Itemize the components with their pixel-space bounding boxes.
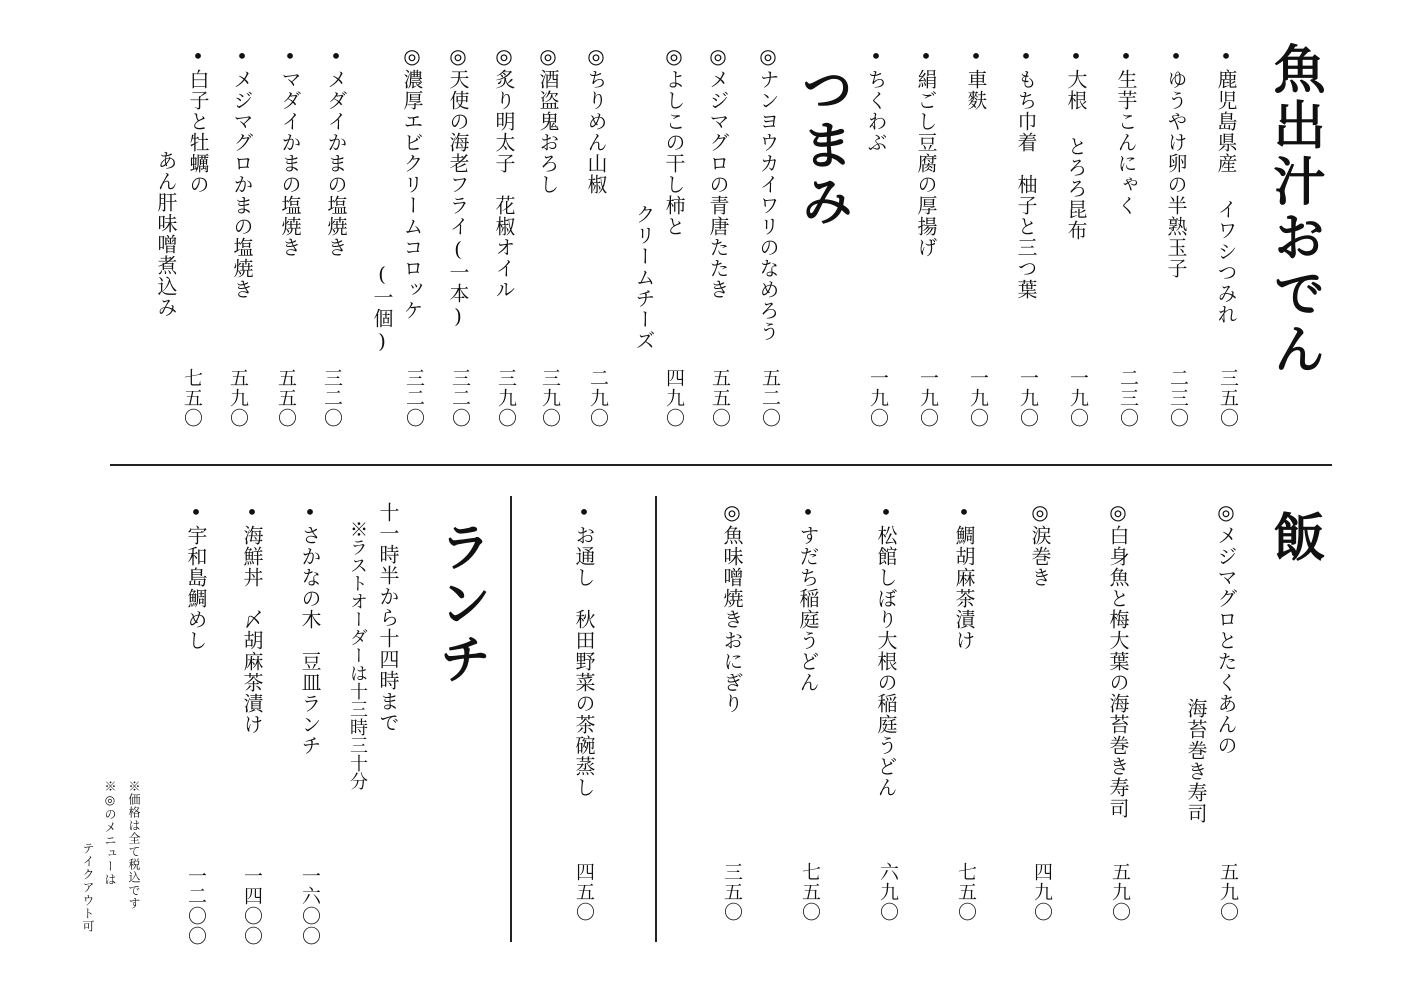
- menu-item-price: 二九〇: [587, 368, 609, 428]
- menu-item-price: 三九〇: [539, 368, 561, 428]
- tax-note: ※価格は全て税込です: [127, 780, 141, 910]
- menu-item-price: 四九〇: [1031, 862, 1053, 922]
- menu-item-price: 一二〇〇: [185, 866, 207, 946]
- takeout-note: ※◎のメニューは: [103, 780, 117, 886]
- horizontal-divider: [110, 464, 1332, 466]
- menu-item-name-continued: 海苔巻き寿司: [1184, 698, 1208, 824]
- menu-item-price: 五五〇: [275, 368, 297, 428]
- menu-item-price: 七五〇: [955, 862, 977, 922]
- menu-item-name: •海鮮丼 〆胡麻茶漬け: [240, 500, 264, 735]
- menu-item-name: •車麩: [964, 44, 988, 111]
- tsumami-title: つまみ: [792, 62, 853, 230]
- otoshi-price: 四五〇: [573, 862, 595, 922]
- meshi-title: 飯: [1264, 510, 1325, 566]
- menu-item-price: 四九〇: [663, 368, 685, 428]
- menu-item-name: •大根 とろろ昆布: [1064, 44, 1088, 241]
- menu-item-price: 五九〇: [1109, 862, 1131, 922]
- menu-item-name: •メダイかまの塩焼き: [324, 44, 348, 258]
- menu-item-price: 七五〇: [181, 368, 203, 428]
- takeout-note-continued: テイクアウト可: [81, 842, 95, 933]
- menu-item-name: ◎濃厚エビクリームコロッケ: [400, 44, 424, 321]
- menu-item-name: •マダイかまの塩焼き: [278, 44, 302, 258]
- menu-item-name: ◎よしこの干し柿と: [662, 44, 686, 237]
- menu-item-name: ◎メジマグロとたくあんの: [1214, 500, 1238, 756]
- menu-item-name: ◎ナンヨウカイワリのなめろう: [756, 44, 780, 342]
- menu-item-name: •すだち稲庭うどん: [796, 500, 820, 693]
- menu-item-name: •もち巾着 柚子と三つ葉: [1014, 44, 1038, 300]
- vertical-divider: [655, 496, 657, 942]
- menu-item-name: •鹿児島県産 イワシつみれ: [1214, 44, 1238, 325]
- menu-item-name: ◎魚味噌焼きおにぎり: [720, 500, 744, 714]
- menu-item-name: •白子と牡蠣の: [186, 44, 210, 195]
- menu-item-price: 一四〇〇: [241, 866, 263, 946]
- menu-item-price: 一六〇〇: [299, 866, 321, 946]
- menu-item-price: 三五〇: [721, 862, 743, 922]
- menu-item-name: ◎酒盗鬼おろし: [536, 44, 560, 195]
- menu-item-price: 五九〇: [1217, 862, 1239, 922]
- menu-item-price: 一九〇: [1017, 368, 1039, 428]
- menu-item-name: •さかなの木 豆皿ランチ: [298, 500, 322, 756]
- menu-item-price: 一九〇: [867, 368, 889, 428]
- menu-item-name: ◎白身魚と梅大葉の海苔巻き寿司: [1106, 500, 1130, 819]
- menu-item-price: 二三〇: [1117, 368, 1139, 428]
- menu-item-name-continued: あん肝味噌煮込み: [154, 150, 178, 318]
- lunch-last-order: ※ラストオーダーは十三時三十分: [347, 520, 368, 790]
- menu-item-price: 三二〇: [449, 368, 471, 428]
- menu-item-price: 五五〇: [709, 368, 731, 428]
- menu-item-name: •松館しぼり大根の稲庭うどん: [874, 500, 898, 798]
- menu-item-price: 三九〇: [495, 368, 517, 428]
- menu-item-price: 一九〇: [967, 368, 989, 428]
- menu-item-name: ◎ちりめん山椒: [584, 44, 608, 195]
- menu-item-name: •生芋こんにゃく: [1114, 44, 1138, 216]
- lunch-hours: 十一時半から十四時まで: [376, 502, 400, 733]
- menu-item-price: 三二〇: [321, 368, 343, 428]
- lunch-title: ランチ: [430, 520, 491, 688]
- menu-item-price: 一九〇: [917, 368, 939, 428]
- menu-item-name: ◎メジマグロの青唐たたき: [706, 44, 730, 300]
- oden-title: 魚出汁おでん: [1264, 42, 1325, 378]
- menu-item-price: 三五〇: [1217, 368, 1239, 428]
- menu-item-price: 三二〇: [403, 368, 425, 428]
- menu-item-price: 一九〇: [1067, 368, 1089, 428]
- menu-item-name-continued: (一個): [370, 262, 394, 354]
- menu-item-price: 五九〇: [227, 368, 249, 428]
- menu-item-name: •鯛胡麻茶漬け: [952, 500, 976, 651]
- menu-item-price: 二三〇: [1167, 368, 1189, 428]
- menu-item-name: ◎天使の海老フライ(一本): [446, 44, 470, 329]
- menu-item-price: 五二〇: [759, 368, 781, 428]
- menu-item-price: 六九〇: [877, 862, 899, 922]
- menu-item-name: ◎炙り明太子 花椒オイル: [492, 44, 516, 300]
- menu-item-name-continued: クリームチーズ: [632, 204, 656, 351]
- vertical-divider: [510, 496, 512, 942]
- menu-item-price: 七五〇: [799, 862, 821, 922]
- otoshi-name: •お通し 秋田野菜の茶碗蒸し: [572, 500, 596, 798]
- menu-item-name: •宇和島鯛めし: [184, 500, 208, 651]
- menu-item-name: ◎涙巻き: [1028, 500, 1052, 588]
- menu-item-name: •ちくわぶ: [864, 44, 888, 153]
- menu-item-name: •メジマグロかまの塩焼き: [230, 44, 254, 300]
- menu-item-name: •絹ごし豆腐の厚揚げ: [914, 44, 938, 258]
- menu-item-name: •ゆうやけ卵の半熟玉子: [1164, 44, 1188, 279]
